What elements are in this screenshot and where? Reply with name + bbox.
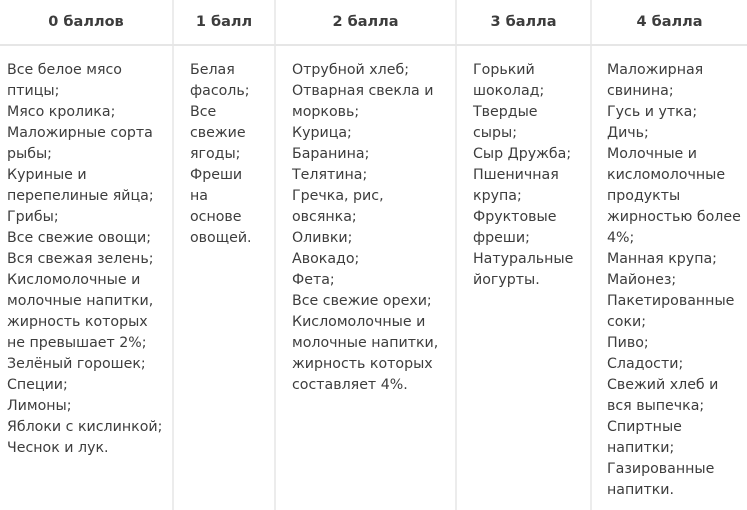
food-item: Сладости; [607, 356, 684, 372]
header-3-points: 3 балла [456, 0, 591, 45]
food-item: Кисломолочные и молочные напитки, жирность которых составляет 4%. [292, 314, 439, 393]
header-4-points: 4 балла [591, 0, 747, 45]
food-item: Белая фасоль; [190, 62, 250, 99]
food-item: Гречка, рис, овсянка; [292, 188, 384, 225]
food-item: Вся свежая зелень; [7, 251, 154, 267]
food-item: Гусь и утка; [607, 104, 698, 120]
food-item: Отрубной хлеб; [292, 62, 409, 78]
items-row [0, 45, 747, 510]
food-item: Фета; [292, 272, 335, 288]
food-item: Куриные и перепелиные яйца; [7, 167, 154, 204]
food-item: Баранина; [292, 146, 370, 162]
food-item: Чеснок и лук. [7, 440, 109, 456]
food-item: Пиво; [607, 335, 649, 351]
food-item: Отварная свекла и морковь; [292, 83, 434, 120]
food-item: Оливки; [292, 230, 353, 246]
header-2-points: 2 балла [275, 0, 456, 45]
header-0-points: 0 баллов [0, 0, 173, 45]
food-item: Все свежие орехи; [292, 293, 432, 309]
food-item: Фруктовые фреши; [473, 209, 557, 246]
food-item: Газированные напитки. [607, 461, 715, 498]
food-item: Маложирная свинина; [607, 62, 704, 99]
food-item: Майонез; [607, 272, 677, 288]
food-item: Все свежие овощи; [7, 230, 151, 246]
column-1-point [173, 45, 275, 510]
food-item: Авокадо; [292, 251, 360, 267]
food-item: Яблоки с кислинкой; [7, 419, 163, 435]
food-item: Мясо кролика; [7, 104, 116, 120]
food-item: Спиртные напитки; [607, 419, 682, 456]
food-item: Свежий хлеб и вся выпечка; [607, 377, 719, 414]
food-item: Лимоны; [7, 398, 72, 414]
food-item: Все свежие ягоды; [190, 104, 246, 162]
food-item: Фреши на основе овощей. [190, 167, 252, 246]
food-item: Телятина; [292, 167, 368, 183]
food-item: Все белое мясо птицы; [7, 62, 122, 99]
food-item: Горький шоколад; [473, 62, 545, 99]
column-4-points [591, 45, 747, 510]
food-item: Маложирные сорта рыбы; [7, 125, 153, 162]
column-3-points [456, 45, 591, 510]
food-item: Пшеничная крупа; [473, 167, 559, 204]
food-item: Кисломолочные и молочные напитки, жирность которых не превышает 2%; [7, 272, 154, 351]
food-item: Манная крупа; [607, 251, 717, 267]
food-item: Специи; [7, 377, 68, 393]
food-item: Пакетированные соки; [607, 293, 735, 330]
header-1-point: 1 балл [173, 0, 275, 45]
food-item: Дичь; [607, 125, 649, 141]
column-2-points [275, 45, 456, 510]
food-item: Твердые сыры; [473, 104, 538, 141]
header-row [0, 0, 747, 45]
food-item: Натуральные йогурты. [473, 251, 574, 288]
food-item: Зелёный горошек; [7, 356, 146, 372]
food-item: Молочные и кисломолочные продукты жирностью более 4%; [607, 146, 741, 246]
food-item: Сыр Дружба; [473, 146, 572, 162]
food-item: Курица; [292, 125, 352, 141]
column-0-points [0, 45, 173, 510]
food-item: Грибы; [7, 209, 59, 225]
